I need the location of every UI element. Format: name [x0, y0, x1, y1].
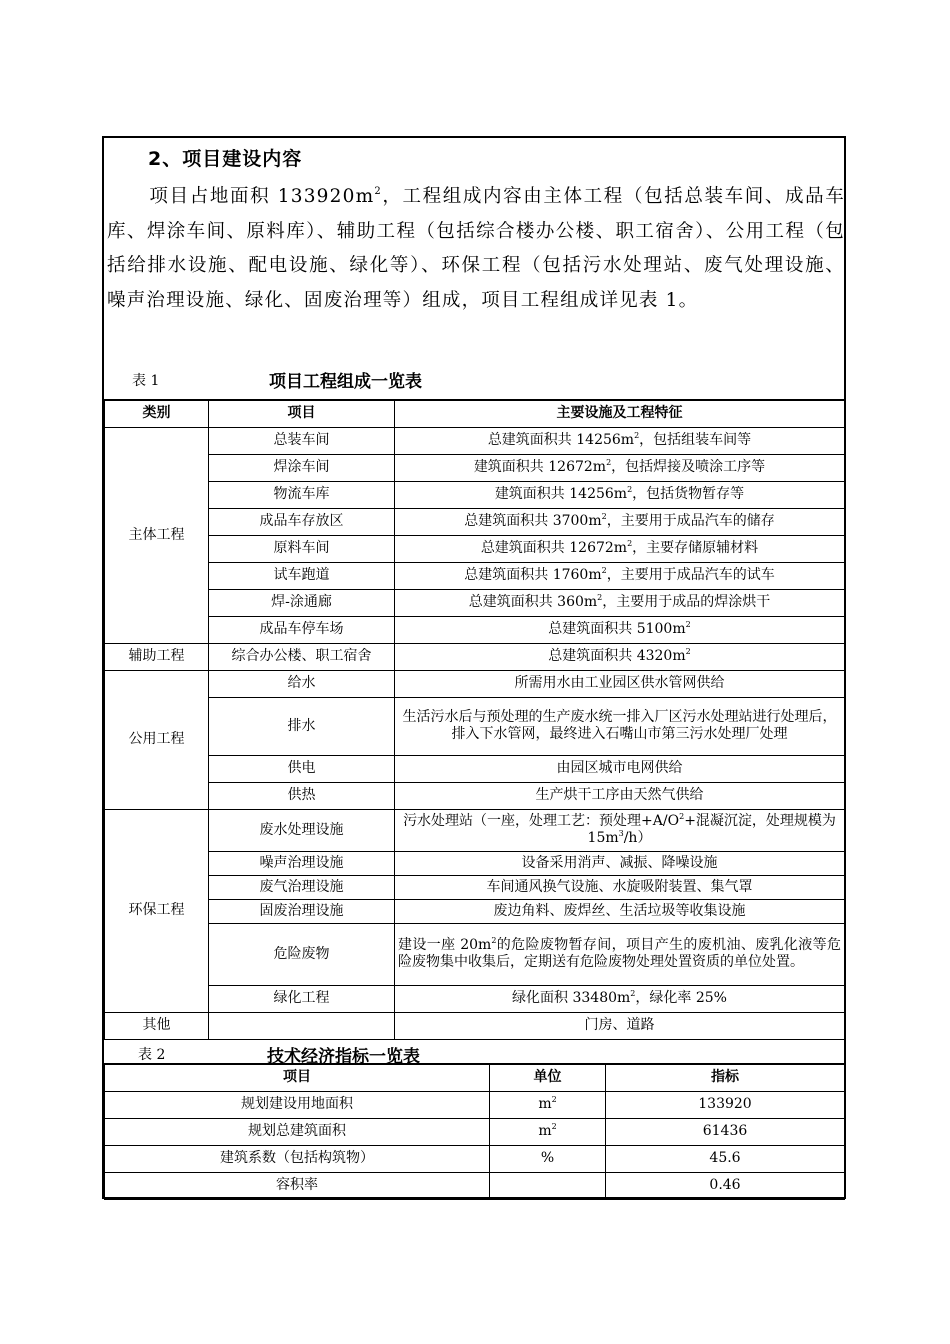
table-row — [105, 755, 845, 782]
item-cell: 危险废物 — [209, 923, 395, 985]
category-cell: 环保工程 — [105, 809, 209, 1012]
desc-cell — [395, 809, 845, 851]
item-cell: 规划建设用地面积 — [105, 1091, 490, 1118]
table-row — [105, 454, 845, 481]
para-sup: 2 — [374, 186, 382, 197]
desc-text: 建设一座 20m — [398, 937, 492, 953]
desc-sup: 2 — [597, 593, 603, 602]
item-cell: 给水 — [209, 670, 395, 697]
desc-text: 建筑面积共 14256m — [494, 486, 628, 502]
table-header-row — [105, 1064, 845, 1091]
desc-cell: 车间通风换气设施、水旋吸附装置、集气罩 — [395, 875, 845, 899]
table1-title: 项目工程组成一览表 — [269, 372, 422, 392]
unit-sup: 2 — [551, 1095, 557, 1104]
table-row — [105, 1012, 845, 1039]
desc-text: 绿化面积 33480m — [512, 990, 631, 1006]
desc-sup: 2 — [491, 936, 497, 945]
item-cell: 焊涂车间 — [209, 454, 395, 481]
category-cell: 公用工程 — [105, 670, 209, 809]
header-category: 类别 — [105, 400, 209, 427]
table-row — [105, 851, 845, 875]
item-cell: 总装车间 — [209, 427, 395, 454]
item-cell: 废气治理设施 — [209, 875, 395, 899]
item-cell: 规划总建筑面积 — [105, 1118, 490, 1145]
desc-sup: 2 — [685, 647, 691, 656]
desc-text: 污水处理站（一座，处理工艺：预处理+A/O — [403, 813, 680, 829]
desc-text: 的危险废物暂存间，项目产生的废机油、废乳化液等危险废物集中收集后，定期送有危险废物处理处置资质的单位处置。 — [398, 937, 841, 970]
unit-text: m — [538, 1096, 552, 1112]
item-cell: 综合办公楼、职工宿舍 — [209, 643, 395, 670]
table-row — [105, 589, 845, 616]
desc-cell — [395, 535, 845, 562]
category-cell: 辅助工程 — [105, 643, 209, 670]
desc-cell: 生活污水后与预处理的生产废水统一排入厂区污水处理站进行处理后，排入下水管网，最终进入石嘴山市第三污水处理厂处理 — [395, 697, 845, 755]
table-row — [105, 899, 845, 923]
table-row — [105, 616, 845, 643]
value-cell: 61436 — [606, 1118, 845, 1145]
section-heading: 2、项目建设内容 — [148, 148, 303, 170]
item-cell: 噪声治理设施 — [209, 851, 395, 875]
desc-cell: 所需用水由工业园区供水管网供给 — [395, 670, 845, 697]
desc-text: ，主要用于成品的焊涂烘干 — [602, 594, 771, 610]
table-row — [105, 809, 845, 851]
table-row — [105, 1145, 845, 1172]
unit-sup: 2 — [551, 1122, 557, 1131]
header-item: 项目 — [105, 1064, 490, 1091]
table-row — [105, 508, 845, 535]
item-cell: 建筑系数（包括构筑物） — [105, 1145, 490, 1172]
item-cell: 绿化工程 — [209, 985, 395, 1012]
item-cell: 物流车库 — [209, 481, 395, 508]
value-cell: 45.6 — [606, 1145, 845, 1172]
tech-economic-table — [104, 1063, 845, 1200]
desc-cell — [395, 643, 845, 670]
desc-sup: 2 — [685, 620, 691, 629]
category-cell: 主体工程 — [105, 427, 209, 643]
item-cell: 供热 — [209, 782, 395, 809]
header-value: 指标 — [606, 1064, 845, 1091]
item-cell: 试车跑道 — [209, 562, 395, 589]
desc-text: ，包括组装车间等 — [639, 432, 752, 448]
para-part-2: ，工程组成内容由主体工程（包括总装车间、成品车库、焊涂车间、原料库）、辅助工程（包括综合楼办公楼、职工宿舍）、公用工程（包括给排水设施、配电设施、绿化等）、环保工程（包括污水处理站、废气处理设施、噪声治理设施、绿化、固废治理等）组成，项目工程组成详见表 1。 — [107, 186, 845, 311]
document-frame — [102, 136, 846, 1199]
desc-text: ，绿化率 25% — [635, 990, 727, 1006]
desc-sup: 2 — [601, 566, 607, 575]
para-part-1: 项目占地面积 133920m — [149, 186, 375, 207]
desc-text: 建筑面积共 12672m — [473, 459, 607, 475]
desc-text: 总建筑面积共 360m — [468, 594, 598, 610]
table-row — [105, 875, 845, 899]
desc-cell — [395, 562, 845, 589]
desc-cell: 由园区城市电网供给 — [395, 755, 845, 782]
table-row — [105, 535, 845, 562]
header-features: 主要设施及工程特征 — [395, 400, 845, 427]
desc-sup: 2 — [601, 512, 607, 521]
desc-sup: 2 — [679, 812, 685, 821]
desc-sup: 2 — [634, 431, 640, 440]
table-row — [105, 985, 845, 1012]
unit-cell — [490, 1172, 606, 1199]
item-cell — [209, 1012, 395, 1039]
desc-text: /h） — [623, 830, 652, 846]
desc-cell — [395, 454, 845, 481]
item-cell: 容积率 — [105, 1172, 490, 1199]
desc-text: ，包括货物暂存等 — [632, 486, 745, 502]
table-row — [105, 782, 845, 809]
desc-text: 总建筑面积共 3700m — [464, 513, 602, 529]
desc-text: 总建筑面积共 5100m — [548, 621, 686, 637]
table-row — [105, 481, 845, 508]
section-paragraph — [107, 180, 845, 318]
desc-text: ，主要存储原辅材料 — [632, 540, 759, 556]
table-row — [105, 670, 845, 697]
table-row — [105, 923, 845, 985]
desc-cell — [395, 427, 845, 454]
desc-text: 总建筑面积共 12672m — [480, 540, 628, 556]
item-cell: 固废治理设施 — [209, 899, 395, 923]
unit-cell — [490, 1091, 606, 1118]
table-row — [105, 427, 845, 454]
desc-cell: 门房、道路 — [395, 1012, 845, 1039]
unit-text: % — [540, 1150, 555, 1166]
value-cell: 0.46 — [606, 1172, 845, 1199]
unit-text: m — [538, 1123, 552, 1139]
desc-cell — [395, 508, 845, 535]
desc-cell — [395, 985, 845, 1012]
desc-sup: 2 — [627, 485, 633, 494]
item-cell: 成品车存放区 — [209, 508, 395, 535]
desc-text: +混凝沉淀，处理规模为 15m — [587, 813, 836, 846]
table2-title: 技术经济指标一览表 — [267, 1047, 420, 1067]
item-cell: 废水处理设施 — [209, 809, 395, 851]
unit-cell — [490, 1145, 606, 1172]
table1-caption: 表 1 — [132, 373, 160, 389]
table-row — [105, 1118, 845, 1145]
desc-sup: 2 — [627, 539, 633, 548]
desc-text: ，包括焊接及喷涂工序等 — [611, 459, 766, 475]
desc-text: 总建筑面积共 14256m — [487, 432, 635, 448]
item-cell: 排水 — [209, 697, 395, 755]
item-cell: 成品车停车场 — [209, 616, 395, 643]
project-composition-table — [104, 399, 845, 1040]
desc-cell: 废边角料、废焊丝、生活垃圾等收集设施 — [395, 899, 845, 923]
desc-text: 总建筑面积共 4320m — [548, 648, 686, 664]
item-cell: 原料车间 — [209, 535, 395, 562]
table-header-row — [105, 400, 845, 427]
header-item: 项目 — [209, 400, 395, 427]
desc-cell: 设备采用消声、减振、降噪设施 — [395, 851, 845, 875]
table-row — [105, 697, 845, 755]
desc-cell — [395, 923, 845, 985]
desc-text: ，主要用于成品汽车的储存 — [606, 513, 775, 529]
value-cell: 133920 — [606, 1091, 845, 1118]
desc-cell — [395, 481, 845, 508]
table-row — [105, 643, 845, 670]
header-unit: 单位 — [490, 1064, 606, 1091]
desc-sup: 2 — [606, 458, 612, 467]
table2-caption: 表 2 — [138, 1047, 166, 1063]
item-cell: 供电 — [209, 755, 395, 782]
desc-sup: 2 — [630, 989, 636, 998]
table-row — [105, 1172, 845, 1199]
category-cell: 其他 — [105, 1012, 209, 1039]
desc-cell: 生产烘干工序由天然气供给 — [395, 782, 845, 809]
desc-cell — [395, 616, 845, 643]
table-row — [105, 1091, 845, 1118]
item-cell: 焊-涂通廊 — [209, 589, 395, 616]
desc-text: 总建筑面积共 1760m — [464, 567, 602, 583]
unit-cell — [490, 1118, 606, 1145]
table-row — [105, 562, 845, 589]
desc-sup: 3 — [618, 829, 624, 838]
desc-cell — [395, 589, 845, 616]
desc-text: ，主要用于成品汽车的试车 — [606, 567, 775, 583]
